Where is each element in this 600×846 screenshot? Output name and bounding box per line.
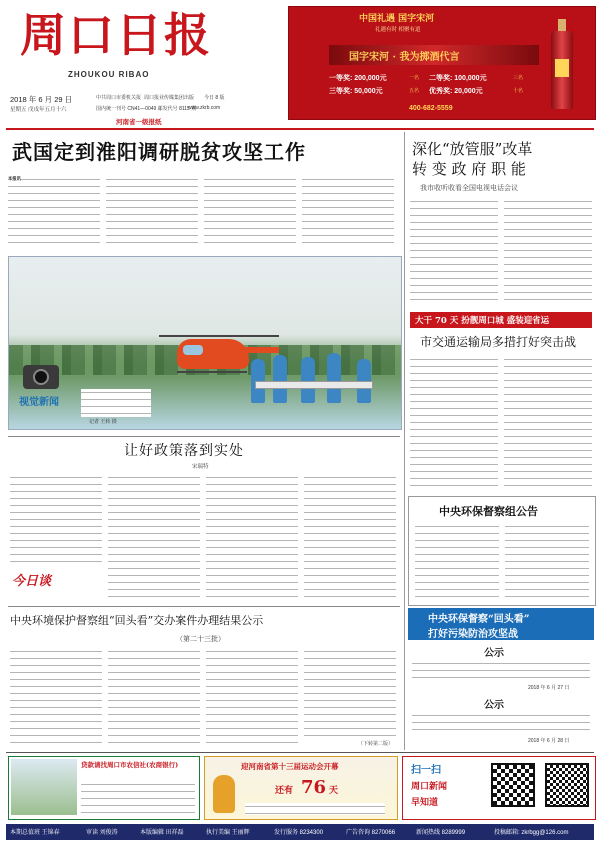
- games-ad-title: 迎河南省第十三届运动会开幕: [241, 762, 339, 771]
- qr-ad[interactable]: [402, 756, 596, 820]
- ad-hotline: 400-682-5559: [409, 105, 453, 112]
- bank-ad-title: 贷款请找周口市农信社(农商银行): [81, 761, 179, 769]
- camera-icon: [23, 365, 59, 389]
- public-notice-title-2: 公示: [484, 700, 504, 711]
- prize-3-unit: 五名: [409, 88, 420, 94]
- right-top-headline-1[interactable]: 深化“放管服”改革: [412, 140, 533, 158]
- publisher-line-2: 周口报业传媒集团出版: [144, 95, 195, 101]
- notice-banner: [408, 608, 594, 640]
- lead-dateline: 本报讯: [8, 177, 21, 182]
- qr-ad-line-2: 周口新闻: [411, 782, 448, 792]
- ad-brand-sub: 礼遇有时 相聚有道: [375, 27, 421, 33]
- public-notice-date-1: 2018 年 6 月 27 日: [528, 685, 570, 691]
- commentary-col-4: [304, 474, 396, 600]
- right-mid-headline[interactable]: 市交通运输局多措打好突击战: [420, 335, 577, 349]
- lead-body-col-3: [204, 176, 296, 246]
- inspection-col-3: [206, 648, 298, 746]
- prize-4-unit: 十名: [513, 88, 524, 94]
- footer-item: 本版编辑 田祥磊: [140, 830, 184, 836]
- inspection-col-2: [108, 648, 200, 746]
- ad-prize-table: [329, 73, 539, 103]
- website[interactable]: www.zkrb.com: [188, 105, 221, 111]
- publisher-line-1: 中共周口市委机关报: [96, 95, 142, 101]
- newspaper-pinyin: ZHOUKOU RIBAO: [68, 70, 150, 79]
- lead-body-col-1: [8, 176, 100, 246]
- commentary-col-1: [10, 474, 102, 564]
- right-top-headline-2[interactable]: 转 变 政 府 职 能: [412, 160, 526, 178]
- notice-box-col-2: [505, 523, 589, 599]
- lead-body-col-4: [302, 176, 394, 246]
- issn-line: 国内统一刊号 CN41—0049 邮发代号 8115 期: [96, 106, 197, 112]
- public-notice-body-1: [412, 660, 590, 682]
- ad-banner: [329, 45, 539, 65]
- commentary-headline[interactable]: 让好政策落到实处: [124, 443, 244, 459]
- footer-item: 本期总值班 王锦春: [10, 830, 60, 836]
- commentary-col-2: [108, 474, 200, 600]
- qr-code-icon-2: [545, 763, 589, 807]
- commentary-col-3: [206, 474, 298, 600]
- right-mid-col-2: [504, 356, 592, 486]
- page-count: 今日 8 版: [204, 95, 225, 101]
- news-photo[interactable]: [8, 256, 402, 430]
- games-ad[interactable]: [204, 756, 398, 820]
- prize-4: 优秀奖: 20,000元: [429, 88, 483, 95]
- notice-banner-line-1: 中央环保督察“回头看”: [428, 614, 530, 625]
- lunar-date: 星期五 戊戌年五月十六: [10, 107, 67, 113]
- qr-ad-title: 扫一扫: [411, 765, 441, 776]
- bank-ad-details: [81, 781, 195, 813]
- liquor-bottle-image: [547, 19, 577, 111]
- right-mid-col-1: [410, 356, 498, 486]
- inspection-headline[interactable]: 中央环境保护督察组“回头看”交办案件办理结果公示: [10, 614, 264, 627]
- public-notice-title-1: 公示: [484, 648, 504, 659]
- lead-headline[interactable]: 武国定到淮阳调研脱贫攻坚工作: [12, 140, 306, 164]
- prize-2-unit: 三名: [513, 75, 524, 81]
- notice-box-title[interactable]: 中央环保督察组公告: [439, 505, 538, 518]
- games-countdown-days: 76: [301, 777, 327, 798]
- prize-3: 三等奖: 50,000元: [329, 88, 383, 95]
- column-logo: [10, 568, 60, 590]
- footer-bar: [6, 824, 594, 840]
- prize-2: 二等奖: 100,000元: [429, 75, 487, 82]
- games-countdown-prefix: 还有: [275, 786, 294, 796]
- public-notice-body-2: [412, 712, 590, 734]
- notice-box: [408, 496, 596, 606]
- games-countdown-unit: 天: [329, 786, 339, 796]
- footer-item: 审读 刘俊涛: [86, 830, 118, 836]
- photo-credit: 记者 王转 摄: [89, 419, 117, 425]
- right-top-subhead: 我市收听收看全国电视电话会议: [420, 185, 518, 192]
- issue-date: 2018 年 6 月 29 日: [10, 95, 73, 104]
- bank-ad[interactable]: [8, 756, 200, 820]
- inspection-footer-note: （下转第二版）: [358, 741, 394, 747]
- inspection-col-1: [10, 648, 102, 746]
- column-logo-text: 今日谈: [12, 574, 52, 589]
- public-notice-date-2: 2018 年 6 月 28 日: [528, 738, 570, 744]
- footer-item[interactable]: 投稿邮箱: zkrbgg@126.com: [494, 830, 569, 836]
- right-top-col-1: [410, 198, 498, 304]
- right-mid-banner-text: 大干 70 天 扮靓周口城 盛装迎省运: [415, 316, 550, 326]
- ad-brand-line: 中国礼遇 国字宋河: [359, 14, 435, 24]
- photo-caption: [81, 389, 151, 417]
- qr-ad-line-3: 早知道: [411, 798, 439, 808]
- ad-banner-text: 国字宋河 · 我为掷酒代言: [349, 52, 460, 63]
- qr-code-icon: [491, 763, 535, 807]
- right-mid-banner: [410, 312, 592, 328]
- prize-1: 一等奖: 200,000元: [329, 75, 387, 82]
- prize-1-unit: 一名: [409, 75, 420, 81]
- right-top-col-2: [504, 198, 592, 304]
- footer-item: 执行美编 王丽辉: [206, 830, 250, 836]
- photo-section-label: 视觉新闻: [19, 397, 59, 408]
- rescue-team-image: [245, 353, 385, 413]
- notice-box-col-1: [415, 523, 499, 599]
- inspection-col-4: [304, 648, 396, 738]
- lead-body-col-2: [106, 176, 198, 246]
- footer-item: 新闻热线 8289999: [416, 830, 466, 836]
- games-ad-details: [245, 803, 385, 815]
- footer-item: 发行服务 8234300: [274, 830, 324, 836]
- footer-item: 广告咨询 8270066: [346, 830, 396, 836]
- top-ad[interactable]: [288, 6, 596, 120]
- edition-tag: 河南省一级报纸: [116, 119, 162, 126]
- commentary-author: 宋瑞特: [192, 464, 209, 470]
- games-mascot-icon: [213, 775, 235, 813]
- inspection-batch: （第二十三批）: [176, 636, 225, 643]
- newspaper-title: 周口日报: [20, 8, 212, 62]
- notice-banner-line-2: 打好污染防治攻坚战: [428, 629, 518, 640]
